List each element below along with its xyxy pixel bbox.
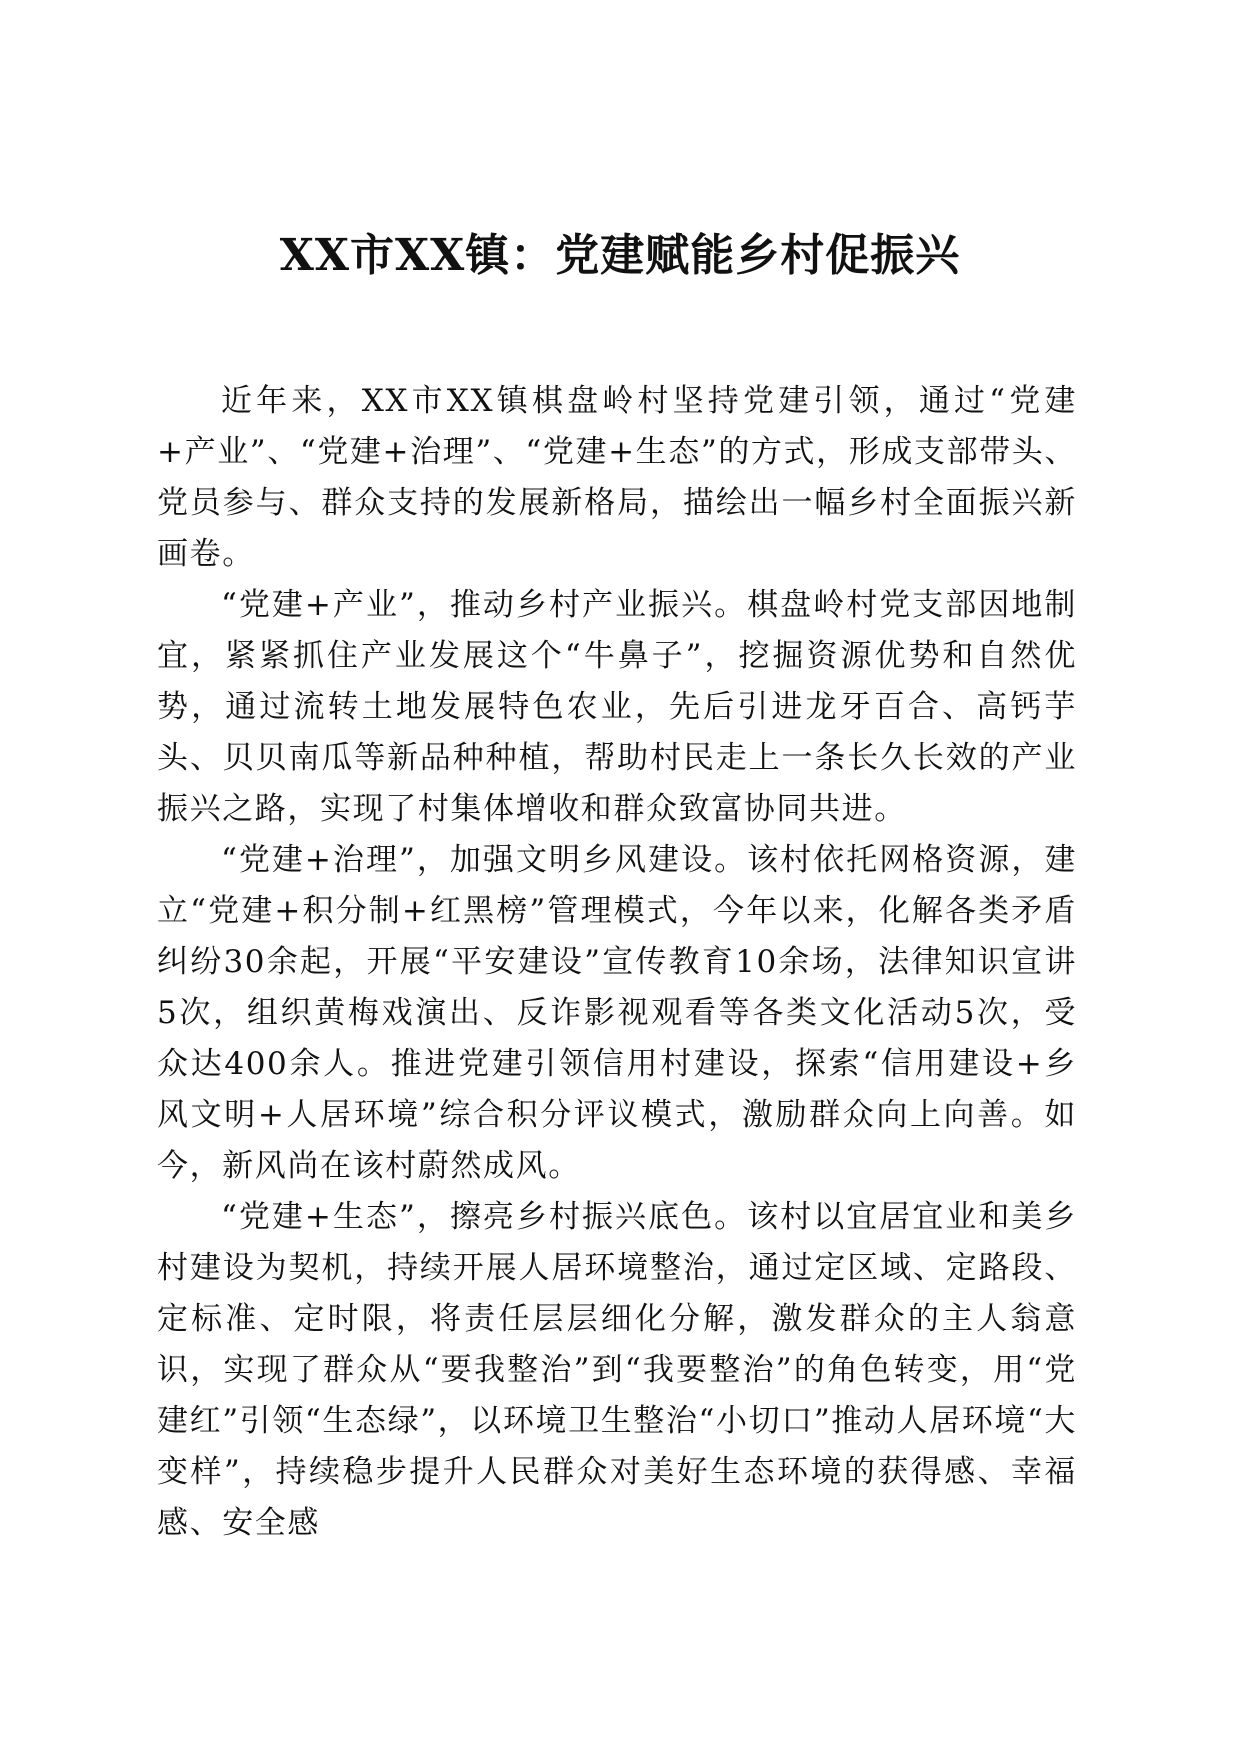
paragraph-governance: “党建+治理”，加强文明乡风建设。该村依托网格资源，建立“党建+积分制+红黑榜”管理模式，今年以来，化解各类矛盾纠纷30余起，开展“平安建设”宣传教育10余场，法律知识宣讲5次，组织黄梅戏演出、反诈影视观看等各类文化活动5次，受众达400余人。推进党建引领信用村建设，探索“信用建设+乡风文明+人居环境”综合积分评议模式，激励群众向上向善。如今，新风尚在该村蔚然成风。 (157, 842, 1077, 1184)
paragraph-ecology: “党建+生态”，擦亮乡村振兴底色。该村以宜居宜业和美乡村建设为契机，持续开展人居环境整治，通过定区域、定路段、定标准、定时限，将责任层层细化分解，激发群众的主人翁意识，实现了群众从“要我整治”到“我要整治”的角色转变，用“党建红”引领“生态绿”，以环境卫生整治“小切口”推动人居环境“大变样”，持续稳步提升人民群众对美好生态环境的获得感、幸福感、安全感 (157, 1199, 1077, 1541)
paragraph-industry: “党建+产业”，推动乡村产业振兴。棋盘岭村党支部因地制宜，紧紧抓住产业发展这个“牛鼻子”，挖掘资源优势和自然优势，通过流转土地发展特色农业，先后引进龙牙百合、高钙芋头、贝贝南瓜等新品种种植，帮助村民走上一条长久长效的产业振兴之路，实现了村集体增收和群众致富协同共进。 (157, 587, 1077, 827)
paragraph-intro: 近年来，XX市XX镇棋盘岭村坚持党建引领，通过“党建+产业”、“党建+治理”、“党建+生态”的方式，形成支部带头、党员参与、群众支持的发展新格局，描绘出一幅乡村全面振兴新画卷。 (157, 383, 1077, 572)
document-title: XX市XX镇：党建赋能乡村促振兴 (279, 230, 961, 281)
document-body (157, 376, 1077, 1549)
